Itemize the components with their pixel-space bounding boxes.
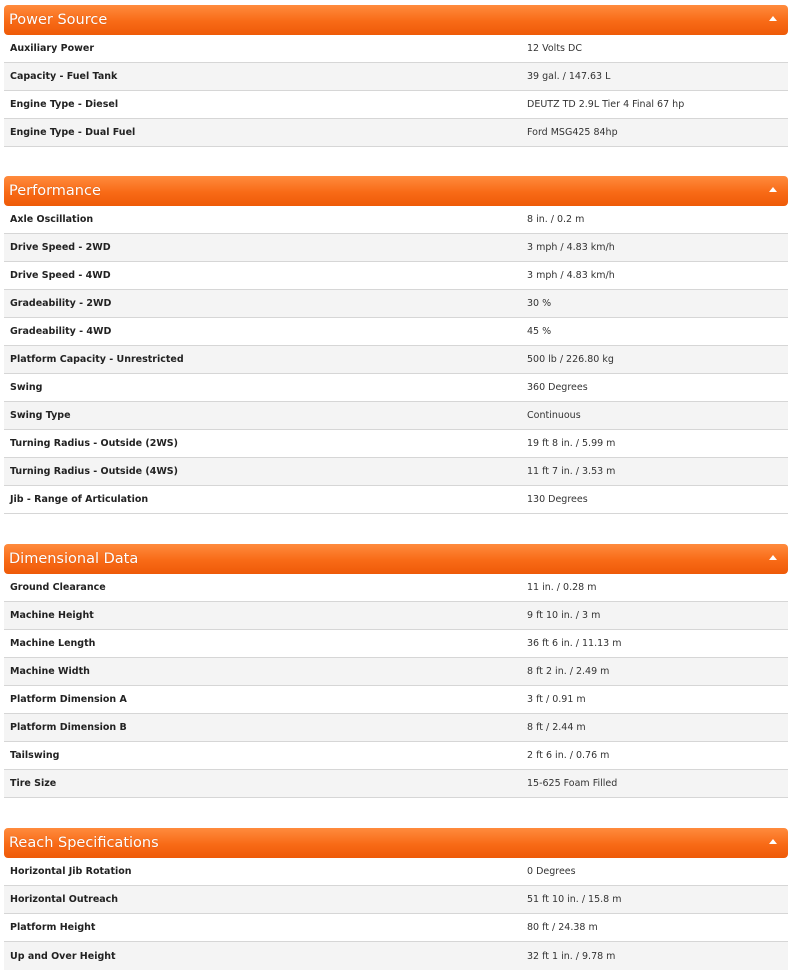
spec-row <box>4 486 788 514</box>
spec-table <box>4 858 788 970</box>
spec-label: Machine Height <box>10 610 94 621</box>
spec-value: 15-625 Foam Filled <box>527 778 618 789</box>
spec-row <box>4 886 788 914</box>
spec-row <box>4 742 788 770</box>
spec-value: 3 mph / 4.83 km/h <box>527 270 615 281</box>
spec-value: 8 in. / 0.2 m <box>527 214 585 225</box>
spec-value: 8 ft / 2.44 m <box>527 722 586 733</box>
spec-value: 3 ft / 0.91 m <box>527 694 586 705</box>
spec-label: Turning Radius - Outside (4WS) <box>10 466 178 477</box>
spec-row <box>4 914 788 942</box>
spec-value: DEUTZ TD 2.9L Tier 4 Final 67 hp <box>527 99 685 110</box>
spec-row <box>4 458 788 486</box>
spec-value: 11 in. / 0.28 m <box>527 582 597 593</box>
spec-label: Turning Radius - Outside (2WS) <box>10 438 178 449</box>
spec-table <box>4 206 788 514</box>
spec-label: Platform Dimension A <box>10 694 127 705</box>
spec-value: Ford MSG425 84hp <box>527 127 618 138</box>
spec-label: Ground Clearance <box>10 582 106 593</box>
spec-table <box>4 574 788 798</box>
spec-label: Horizontal Jib Rotation <box>10 866 132 877</box>
spec-label: Tailswing <box>10 750 60 761</box>
section-title: Power Source <box>9 12 108 28</box>
spec-value: 360 Degrees <box>527 382 588 393</box>
spec-label: Platform Capacity - Unrestricted <box>10 354 184 365</box>
spec-row <box>4 770 788 798</box>
spec-row <box>4 374 788 402</box>
spec-row <box>4 602 788 630</box>
spec-row <box>4 430 788 458</box>
spec-value: 51 ft 10 in. / 15.8 m <box>527 894 622 905</box>
spec-row <box>4 35 788 63</box>
spec-value: 2 ft 6 in. / 0.76 m <box>527 750 610 761</box>
section-dimensional-data <box>4 544 788 798</box>
section-header-performance[interactable] <box>4 176 788 206</box>
spec-label: Axle Oscillation <box>10 214 94 225</box>
section-performance <box>4 176 788 514</box>
section-title: Reach Specifications <box>9 835 159 851</box>
spec-row <box>4 63 788 91</box>
spec-value: 39 gal. / 147.63 L <box>527 71 611 82</box>
spec-label: Engine Type - Diesel <box>10 99 119 110</box>
spec-value: 0 Degrees <box>527 866 576 877</box>
spec-label: Tire Size <box>10 778 57 789</box>
spec-row <box>4 206 788 234</box>
spec-value: 500 lb / 226.80 kg <box>527 354 614 365</box>
section-header-power-source[interactable] <box>4 5 788 35</box>
spec-value: 32 ft 1 in. / 9.78 m <box>527 950 616 962</box>
spec-label: Platform Dimension B <box>10 722 127 733</box>
spec-value: 80 ft / 24.38 m <box>527 922 598 933</box>
spec-label: Horizontal Outreach <box>10 894 119 905</box>
spec-value: Continuous <box>527 410 581 421</box>
spec-row <box>4 262 788 290</box>
spec-value: 30 % <box>527 298 552 309</box>
spec-label: Machine Width <box>10 666 90 677</box>
spec-value: 9 ft 10 in. / 3 m <box>527 610 601 621</box>
spec-row <box>4 714 788 742</box>
chevron-up-icon[interactable] <box>769 839 777 844</box>
spec-row <box>4 234 788 262</box>
spec-label: Engine Type - Dual Fuel <box>10 127 136 138</box>
chevron-up-icon[interactable] <box>769 16 777 21</box>
section-header-reach-specifications[interactable] <box>4 828 788 858</box>
spec-value: 36 ft 6 in. / 11.13 m <box>527 638 622 649</box>
spec-value: 3 mph / 4.83 km/h <box>527 242 615 253</box>
spec-row <box>4 942 788 970</box>
section-reach-specifications <box>4 828 788 970</box>
spec-value: 11 ft 7 in. / 3.53 m <box>527 466 616 477</box>
spec-label: Gradeability - 2WD <box>10 298 112 309</box>
spec-value: 130 Degrees <box>527 494 588 505</box>
chevron-up-icon[interactable] <box>769 187 777 192</box>
chevron-up-icon[interactable] <box>769 555 777 560</box>
spec-value: 12 Volts DC <box>527 43 582 54</box>
spec-row <box>4 402 788 430</box>
spec-label: Auxiliary Power <box>10 43 95 54</box>
spec-row <box>4 686 788 714</box>
section-power-source <box>4 5 788 147</box>
spec-label: Gradeability - 4WD <box>10 326 112 337</box>
spec-table <box>4 35 788 147</box>
spec-row <box>4 574 788 602</box>
spec-label: Platform Height <box>10 922 96 933</box>
spec-label: Capacity - Fuel Tank <box>10 71 118 82</box>
spec-value: 8 ft 2 in. / 2.49 m <box>527 666 610 677</box>
spec-row <box>4 91 788 119</box>
spec-value: 45 % <box>527 326 552 337</box>
spec-label: Swing Type <box>10 410 71 421</box>
spec-row <box>4 119 788 147</box>
section-title: Performance <box>9 183 101 199</box>
section-header-dimensional-data[interactable] <box>4 544 788 574</box>
spec-value: 19 ft 8 in. / 5.99 m <box>527 438 616 449</box>
spec-row <box>4 290 788 318</box>
spec-row <box>4 346 788 374</box>
spec-label: Machine Length <box>10 638 96 649</box>
spec-label: Jib - Range of Articulation <box>10 494 149 505</box>
spec-label: Up and Over Height <box>10 950 116 962</box>
spec-row <box>4 858 788 886</box>
spec-row <box>4 630 788 658</box>
spec-row <box>4 318 788 346</box>
spec-row <box>4 658 788 686</box>
spec-label: Drive Speed - 4WD <box>10 270 111 281</box>
spec-label: Drive Speed - 2WD <box>10 242 111 253</box>
spec-label: Swing <box>10 382 43 393</box>
section-title: Dimensional Data <box>9 551 139 567</box>
